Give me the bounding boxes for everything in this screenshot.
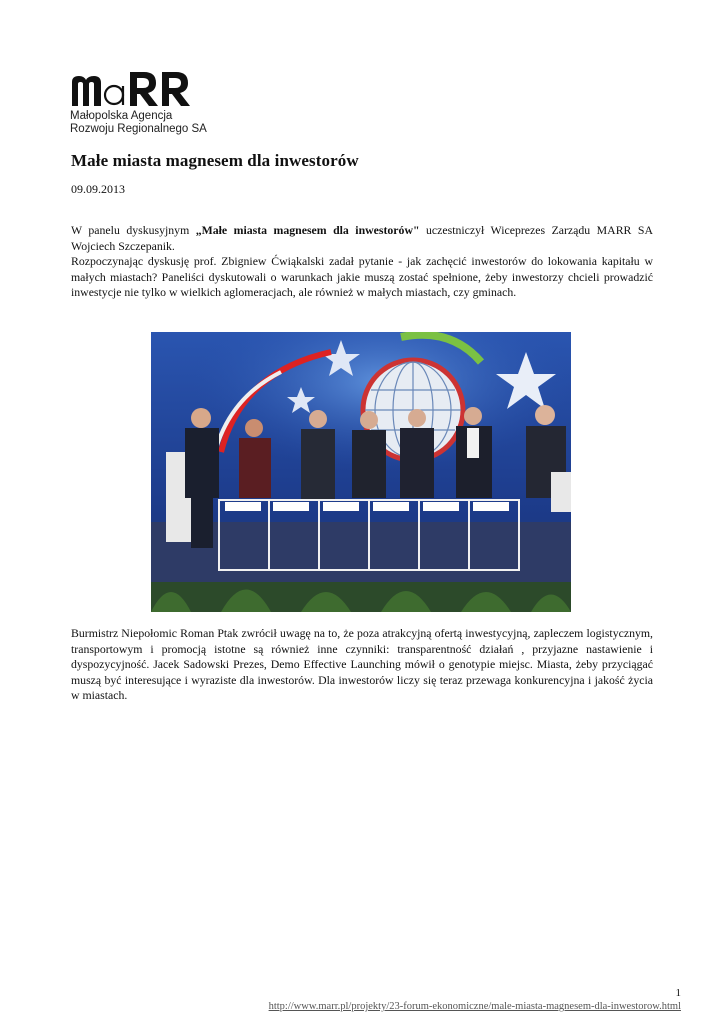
photo-illustration — [151, 332, 571, 612]
article-title: Małe miasta magnesem dla inwestorów — [71, 151, 359, 170]
logo-subtitle-line2: Rozwoju Regionalnego SA — [70, 123, 207, 135]
article-paragraph-2: Rozpoczynając dyskusję prof. Zbigniew Ćwiąkalski zadał pytanie - jak zachęcić inwestorów do lokowania kapitału w małych miastach? Paneliści dyskutowali o warunkach jakie muszą zostać spełnione, żeby inwestorzy chcieli prowadzić inwestycje nie tylko w wielkich aglomeracjach, ale również w małych miastach, czy gminach. — [71, 254, 653, 300]
logo-subtitle — [70, 110, 207, 136]
article-intro — [71, 223, 653, 301]
article-date: 09.09.2013 — [71, 182, 125, 196]
page-number: 1 — [675, 987, 681, 999]
panel-discussion-photo — [151, 332, 571, 612]
panel-name: „Małe miasta magnesem dla inwestorów" — [195, 223, 420, 237]
article-paragraph-3: Burmistrz Niepołomic Roman Ptak zwrócił uwagę na to, że poza atrakcyjną ofertą inwestycyjną, zapleczem logistycznym, transportowym i promocją istotne są również inne czynniki: transparentność działań , przyjazne nastawienie i dyspozycyjność. Jacek Sadowski Prezes, Demo Effective Launching mówił o genotypie miejsc. Miasta, żeby przyciągać muszą być interesujące i wyraziste dla inwestorów. Dla inwestorów liczy się teraz przewaga konkurencyjna i jakość życia w miastach. — [71, 626, 653, 703]
intro-text-start: W panelu dyskusyjnym — [71, 223, 196, 237]
marr-logo-mark — [70, 68, 210, 108]
source-url-link[interactable]: http://www.marr.pl/projekty/23-forum-ekonomiczne/male-miasta-magnesem-dla-inwestorow.html — [268, 1001, 681, 1012]
intro-text-end: uczestniczył Wiceprezes Zarządu MARR SA Wojciech Szczepanik. — [71, 223, 653, 253]
logo-subtitle-line1: Małopolska Agencja — [70, 110, 173, 122]
